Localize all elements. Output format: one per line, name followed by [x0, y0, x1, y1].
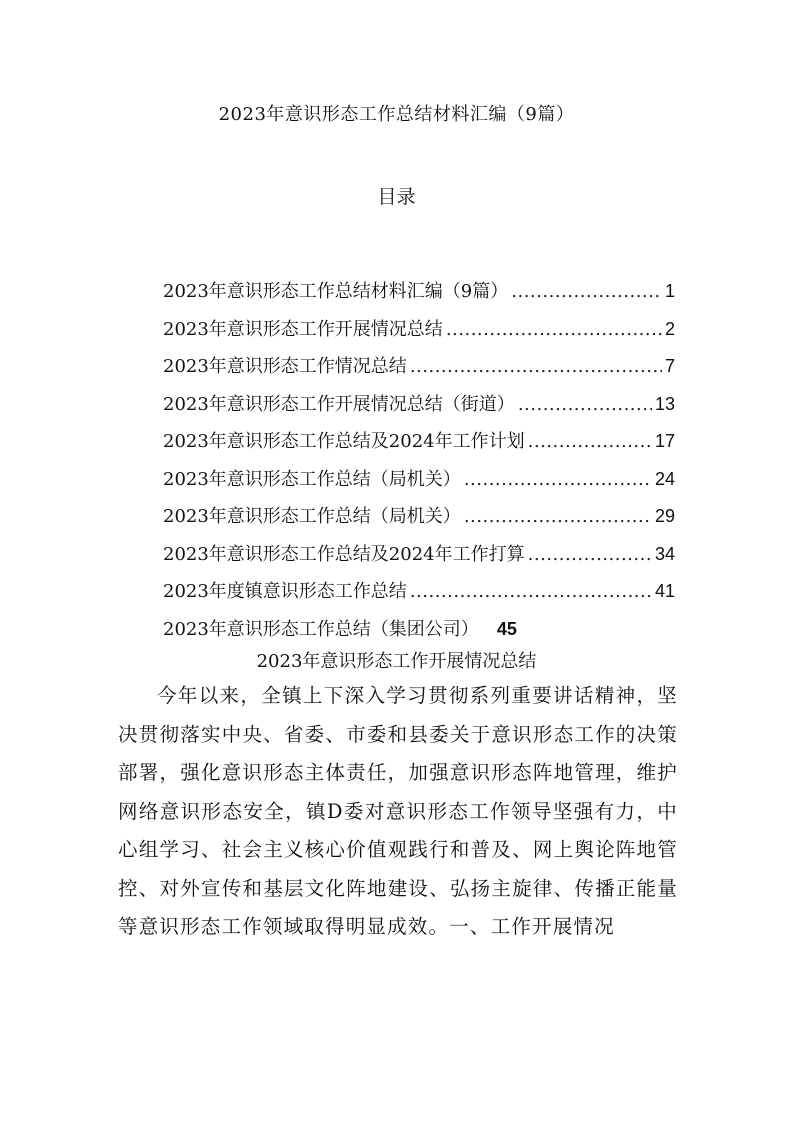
toc-entry-title: 2023年意识形态工作开展情况总结（街道）	[163, 393, 515, 415]
toc-entry[interactable]	[163, 615, 675, 643]
toc-entry-title: 2023年意识形态工作总结及2024年工作打算	[163, 543, 525, 565]
toc-entry[interactable]	[163, 390, 675, 428]
section-title: 2023年意识形态工作开展情况总结	[256, 651, 537, 672]
toc-leader-dots	[511, 281, 662, 302]
toc-entry-page: 2	[664, 318, 675, 339]
toc-entry-title: 2023年意识形态工作总结（局机关）	[163, 468, 461, 490]
toc-entry-page: 41	[654, 581, 675, 601]
toc-entry-title: 2023年意识形态工作总结（集团公司）	[163, 618, 479, 640]
toc-entry[interactable]	[163, 427, 675, 465]
toc-leader-dots	[464, 469, 652, 490]
toc-entry[interactable]	[163, 465, 675, 503]
toc-entry-page: 13	[654, 393, 675, 414]
document-title: 2023年意识形态工作总结材料汇编（9篇）	[218, 104, 575, 125]
toc-entry[interactable]	[163, 352, 675, 390]
toc-entry-title: 2023年意识形态工作开展情况总结	[163, 318, 443, 340]
toc-entry-page: 1	[664, 281, 675, 301]
toc-entry-title: 2023年意识形态工作总结（局机关）	[163, 506, 461, 527]
toc-leader-dots	[518, 394, 652, 415]
toc-leader-dots	[528, 431, 652, 452]
toc-entry-title: 2023年意识形态工作总结材料汇编（9篇）	[163, 281, 509, 302]
toc-entry[interactable]	[163, 577, 675, 615]
toc-entry[interactable]	[163, 502, 675, 540]
toc-entry-page: 24	[654, 468, 675, 489]
toc-entry[interactable]	[163, 540, 675, 578]
toc-entry[interactable]	[163, 315, 675, 353]
table-of-contents	[163, 277, 675, 643]
toc-entry-page: 45	[496, 618, 517, 639]
toc-entry-page: 29	[654, 506, 675, 526]
toc-entry[interactable]	[163, 277, 675, 315]
toc-entry-page: 7	[664, 356, 675, 376]
toc-leader-dots	[410, 356, 662, 377]
body-paragraph: 今年以来，全镇上下深入学习贯彻系列重要讲话精神，坚决贯彻落实中央、省委、市委和县委关于意识形态工作的决策部署，强化意识形态主体责任，加强意识形态阵地管理，维护网络意识形态安全，镇D委对意识形态工作领导坚强有力，中心组学习、社会主义核心价值观践行和普及、网上舆论阵地管控、对外宣传和基层文化阵地建设、弘扬主旋律、传播正能量等意识形态工作领域取得明显成效。一、工作开展情况	[118, 684, 678, 938]
toc-leader-dots	[528, 544, 652, 565]
toc-entry-title: 2023年度镇意识形态工作总结	[163, 581, 407, 602]
toc-entry-page: 17	[654, 431, 675, 451]
toc-entry-page: 34	[654, 543, 675, 564]
toc-heading: 目录	[377, 186, 416, 208]
toc-entry-title: 2023年意识形态工作情况总结	[163, 356, 407, 377]
toc-entry-title: 2023年意识形态工作总结及2024年工作计划	[163, 431, 525, 452]
toc-leader-dots	[464, 506, 652, 527]
toc-leader-dots	[446, 319, 662, 340]
toc-leader-dots	[410, 581, 652, 602]
